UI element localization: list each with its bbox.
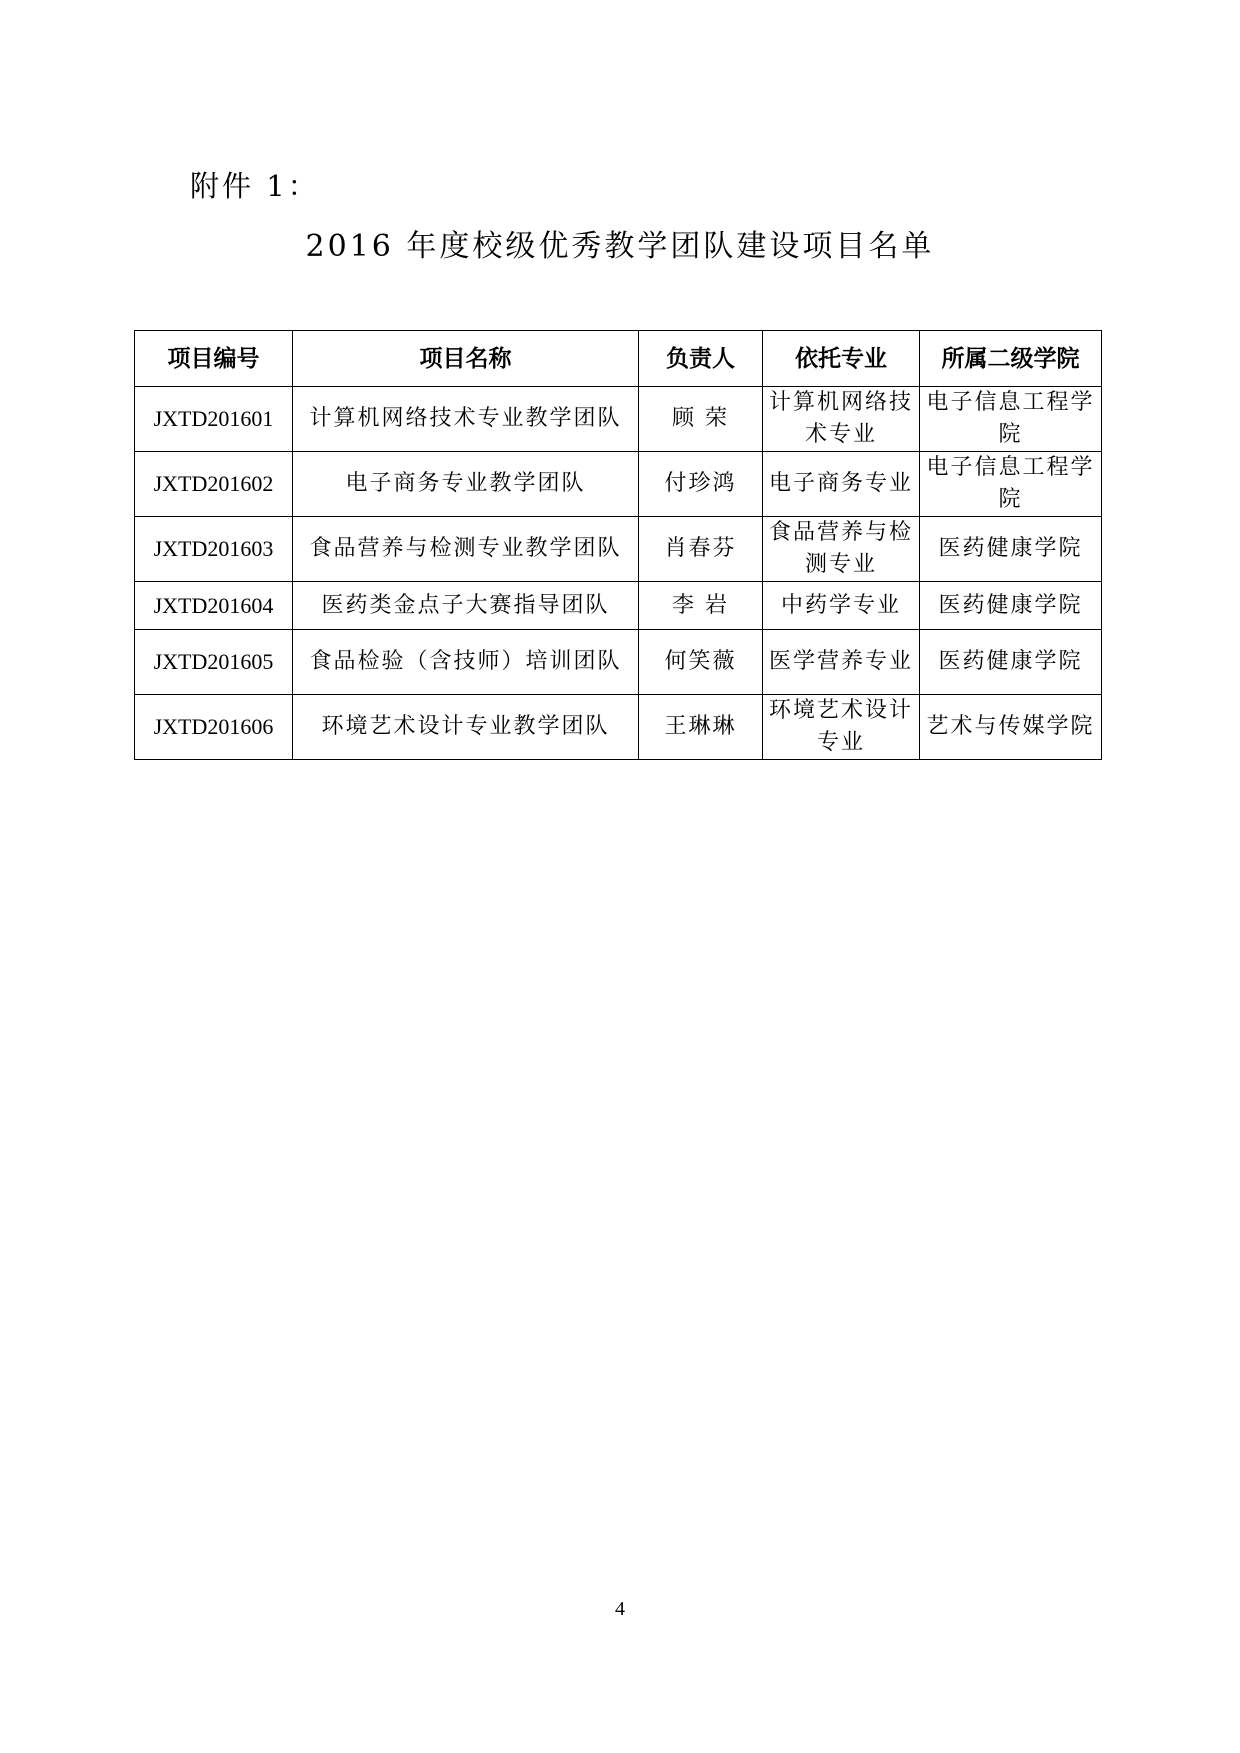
cell-major: 环境艺术设计专业 [763,695,920,760]
cell-major: 食品营养与检测专业 [763,517,920,582]
project-table [134,330,1102,760]
cell-project-name: 食品营养与检测专业教学团队 [293,517,639,582]
table-header-row [135,331,1102,387]
cell-major: 中药学专业 [763,582,920,630]
table-row [135,695,1102,760]
header-project-code: 项目编号 [135,331,293,387]
cell-project-name: 电子商务专业教学团队 [293,452,639,517]
table-row [135,452,1102,517]
cell-leader: 肖春芬 [639,517,763,582]
cell-leader: 李 岩 [639,582,763,630]
cell-project-name: 环境艺术设计专业教学团队 [293,695,639,760]
header-college: 所属二级学院 [920,331,1102,387]
cell-major: 计算机网络技术专业 [763,387,920,452]
cell-major: 电子商务专业 [763,452,920,517]
table-row [135,517,1102,582]
cell-leader: 何笑薇 [639,630,763,695]
header-major: 依托专业 [763,331,920,387]
cell-leader: 付珍鸿 [639,452,763,517]
document-title: 2016 年度校级优秀教学团队建设项目名单 [305,229,935,264]
header-leader: 负责人 [639,331,763,387]
cell-project-code: JXTD201606 [135,695,293,760]
cell-major: 医学营养专业 [763,630,920,695]
cell-leader: 王琳琳 [639,695,763,760]
cell-college: 医药健康学院 [920,517,1102,582]
cell-project-code: JXTD201605 [135,630,293,695]
cell-college: 医药健康学院 [920,630,1102,695]
table-row [135,582,1102,630]
cell-project-code: JXTD201603 [135,517,293,582]
cell-college: 电子信息工程学院 [920,452,1102,517]
cell-project-code: JXTD201601 [135,387,293,452]
cell-project-code: JXTD201604 [135,582,293,630]
cell-project-name: 计算机网络技术专业教学团队 [293,387,639,452]
cell-project-code: JXTD201602 [135,452,293,517]
table-row [135,630,1102,695]
page-number: 4 [615,1598,625,1620]
cell-college: 艺术与传媒学院 [920,695,1102,760]
cell-project-name: 食品检验（含技师）培训团队 [293,630,639,695]
cell-leader: 顾 荣 [639,387,763,452]
cell-project-name: 医药类金点子大赛指导团队 [293,582,639,630]
cell-college: 电子信息工程学院 [920,387,1102,452]
header-project-name: 项目名称 [293,331,639,387]
cell-college: 医药健康学院 [920,582,1102,630]
attachment-label: 附件 1： [190,169,320,203]
table-row [135,387,1102,452]
